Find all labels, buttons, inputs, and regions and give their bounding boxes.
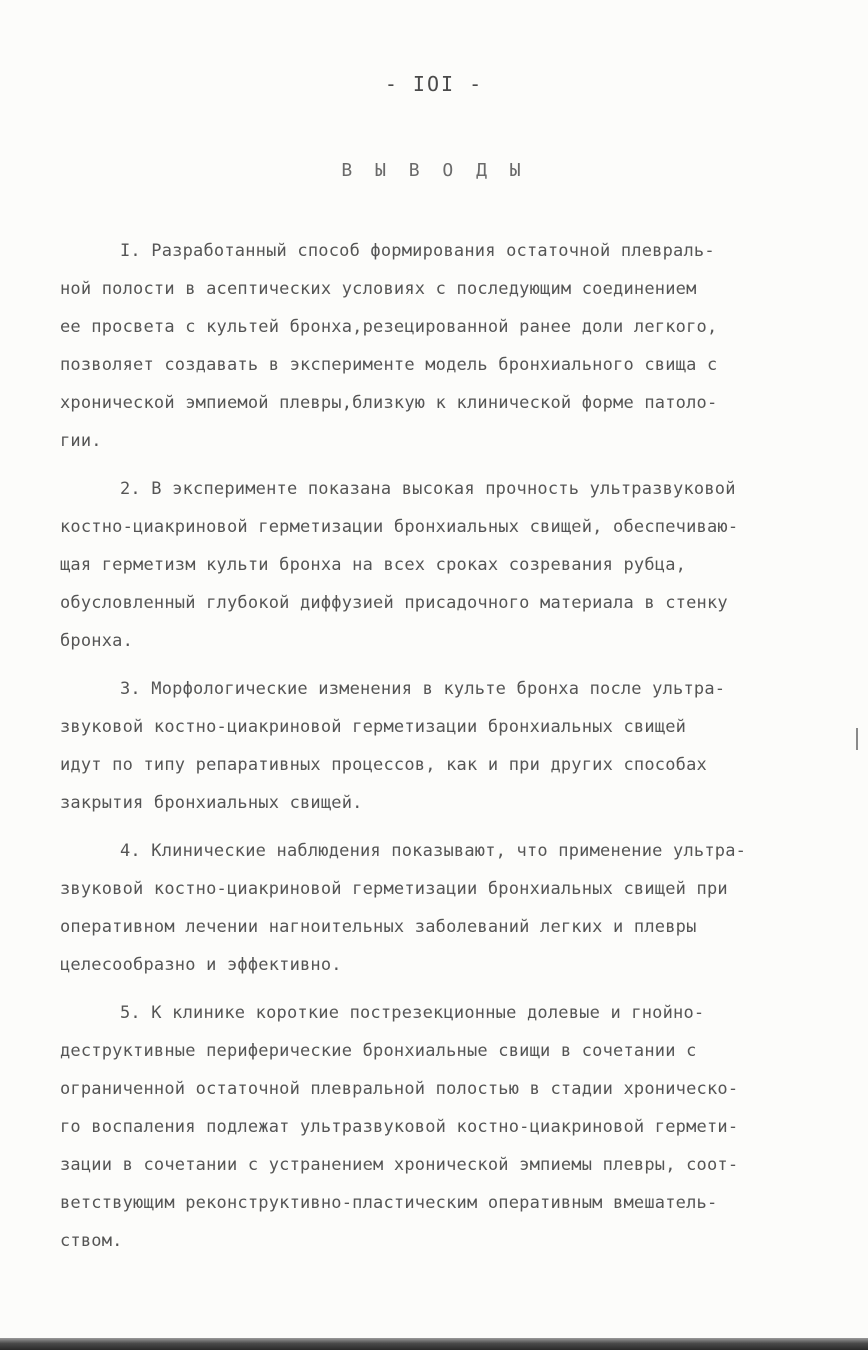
text-line: го воспаления подлежат ультразвуковой костно-циакриновой гермети- — [60, 1117, 739, 1137]
text-line: деструктивные периферические бронхиальные свищи в сочетании с — [60, 1041, 697, 1061]
text-line: звуковой костно-циакриновой герметизации бронхиальных свищей при — [60, 879, 728, 899]
text-line: ее просвета с культей бронха,резецированной ранее доли легкого, — [60, 317, 718, 337]
text-line: позволяет создавать в эксперименте модель бронхиального свища с — [60, 355, 718, 375]
scan-mark — [856, 728, 858, 750]
text-line: гии. — [60, 431, 102, 451]
text-line: щая герметизм культи бронха на всех сроках созревания рубца, — [60, 555, 687, 575]
text-line: целесообразно и эффективно. — [60, 955, 342, 975]
text-line: ограниченной остаточной плевральной полостью в стадии хроническо- — [60, 1079, 739, 1099]
text-line: оперативном лечении нагноительных заболеваний легких и плевры — [60, 917, 697, 937]
text-line: звуковой костно-циакриновой герметизации бронхиальных свищей — [60, 717, 687, 737]
text-line: идут по типу репаративных процессов, как и при других способах — [60, 755, 707, 775]
text-line: костно-циакриновой герметизации бронхиальных свищей, обеспечиваю- — [60, 517, 739, 537]
text-line: закрытия бронхиальных свищей. — [60, 793, 363, 813]
text-line: ством. — [60, 1231, 123, 1251]
page-number: - IOI - — [384, 72, 484, 96]
text-line: 4. Клинические наблюдения показывают, что применение ультра- — [120, 841, 747, 861]
conclusion-item-1 — [60, 232, 830, 460]
text-line: бронха. — [60, 631, 134, 651]
conclusion-item-3 — [60, 670, 830, 822]
text-line: обусловленный глубокой диффузией присадочного материала в стенку — [60, 593, 728, 613]
conclusion-item-2 — [60, 470, 830, 660]
text-line: 3. Морфологические изменения в культе бронха после ультра- — [120, 679, 726, 699]
section-title: В Ы В О Д Ы — [341, 160, 527, 181]
conclusion-item-5 — [60, 994, 830, 1260]
text-line: зации в сочетании с устранением хронической эмпиемы плевры, соот- — [60, 1155, 739, 1175]
text-line: 2. В эксперименте показана высокая прочность ультразвуковой — [120, 479, 736, 499]
text-line: хронической эмпиемой плевры,близкую к клинической форме патоло- — [60, 393, 718, 413]
text-line: 5. К клинике короткие пострезекционные долевые и гнойно- — [120, 1003, 705, 1023]
text-line: ветствующим реконструктивно-пластическим оперативным вмешатель- — [60, 1193, 718, 1213]
text-line: I. Разработанный способ формирования остаточной плевраль- — [120, 241, 715, 261]
scan-bottom-edge — [0, 1338, 868, 1350]
text-line: ной полости в асептических условиях с последующим соединением — [60, 279, 697, 299]
conclusion-item-4 — [60, 832, 830, 984]
conclusions-list — [60, 232, 830, 1260]
